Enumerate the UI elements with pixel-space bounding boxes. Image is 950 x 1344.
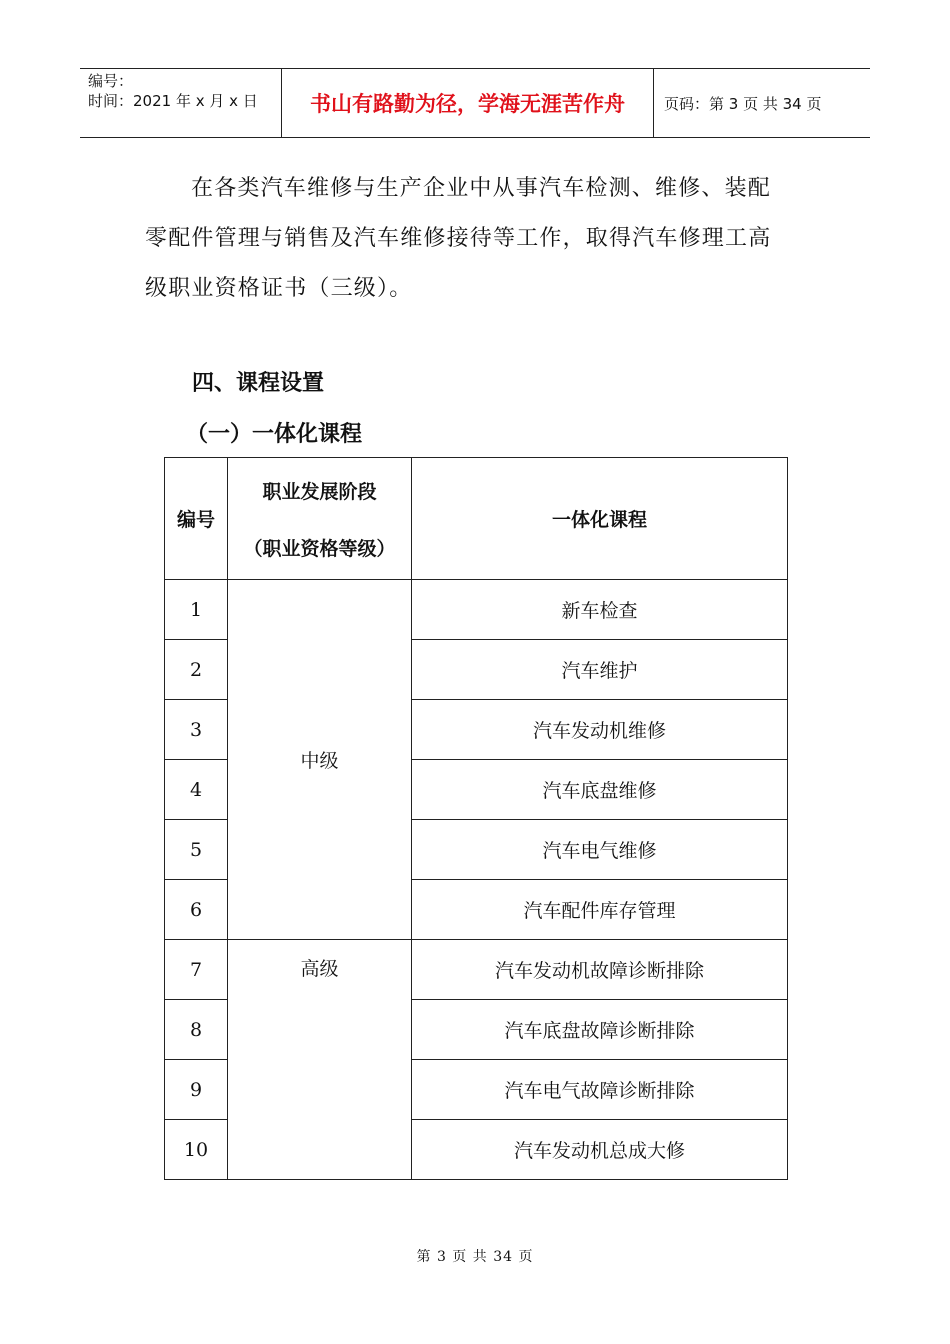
header-motto: 书山有路勤为径，学海无涯苦作舟: [282, 69, 654, 137]
header-stage: [228, 458, 412, 580]
header-page-info: 页码：第 3 页 共 34 页: [664, 94, 822, 113]
doc-time-label: 时间：2021 年 x 月 x 日: [88, 92, 258, 110]
row-number: 9: [165, 1060, 228, 1120]
page-footer: 第 3 页 共 34 页: [416, 1249, 534, 1265]
row-course: 汽车维护: [412, 640, 788, 700]
row-course: 新车检查: [412, 580, 788, 640]
intro-line: 在各类汽车维修与生产企业中从事汽车检测、维修、装配: [191, 176, 772, 201]
stage-advanced: 高级: [228, 940, 412, 1180]
row-number: 10: [165, 1120, 228, 1180]
row-course: 汽车底盘维修: [412, 760, 788, 820]
table-row: [165, 580, 788, 640]
subsection-title: （一）一体化课程: [186, 422, 363, 447]
header-meta: [80, 69, 282, 137]
row-number: 3: [165, 700, 228, 760]
row-number: 8: [165, 1000, 228, 1060]
row-course: 汽车发动机故障诊断排除: [412, 940, 788, 1000]
table-header-row: [165, 458, 788, 580]
row-course: 汽车发动机总成大修: [412, 1120, 788, 1180]
row-number: 1: [165, 580, 228, 640]
intro-line: 零配件管理与销售及汽车维修接待等工作，取得汽车修理工高: [145, 226, 772, 251]
row-course: 汽车配件库存管理: [412, 880, 788, 940]
header-number: 编号: [165, 458, 228, 580]
table-row: [165, 940, 788, 1000]
row-course: 汽车底盘故障诊断排除: [412, 1000, 788, 1060]
page-header: [80, 68, 870, 138]
row-number: 2: [165, 640, 228, 700]
intro-line: 级职业资格证书（三级）。: [145, 276, 413, 301]
row-course: 汽车电气故障诊断排除: [412, 1060, 788, 1120]
stage-intermediate: 中级: [228, 580, 412, 940]
header-stage-line2: （职业资格等级）: [243, 537, 396, 560]
section-title: 四、课程设置: [192, 371, 325, 396]
row-number: 4: [165, 760, 228, 820]
doc-number-label: 编号：: [88, 72, 134, 90]
row-number: 6: [165, 880, 228, 940]
row-number: 7: [165, 940, 228, 1000]
row-course: 汽车电气维修: [412, 820, 788, 880]
row-number: 5: [165, 820, 228, 880]
header-stage-line1: 职业发展阶段: [262, 480, 377, 503]
header-course: 一体化课程: [412, 458, 788, 580]
intro-paragraph: [145, 164, 810, 314]
row-course: 汽车发动机维修: [412, 700, 788, 760]
course-table: [164, 457, 788, 1180]
